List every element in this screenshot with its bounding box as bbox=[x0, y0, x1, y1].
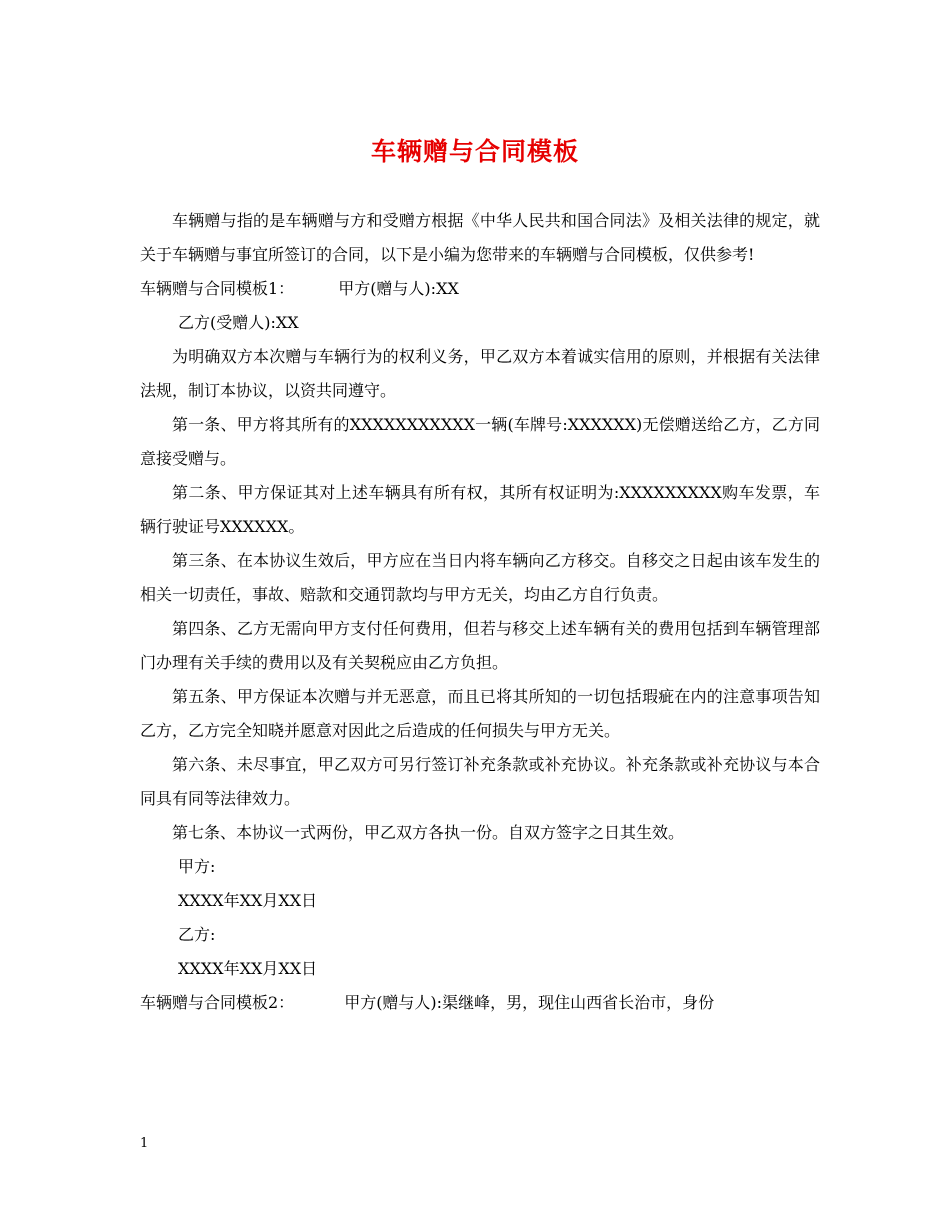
article-7: 第七条、本协议一式两份，甲乙双方各执一份。自双方签字之日其生效。 bbox=[172, 823, 685, 842]
template1-heading-line bbox=[140, 272, 820, 306]
template2-heading-line bbox=[140, 986, 820, 1020]
article-5: 第五条、甲方保证本次赠与并无恶意，而且已将其所知的一切包括瑕疵在内的注意事项告知乙方，乙方完全知晓并愿意对因此之后造成的任何损失与甲方无关。 bbox=[140, 687, 820, 740]
article-3: 第三条、在本协议生效后，甲方应在当日内将车辆向乙方移交。自移交之日起由该车发生的相关一切责任，事故、赔款和交通罚款均与甲方无关，均由乙方自行负责。 bbox=[140, 551, 820, 604]
signature-date-a: XXXX年XX月XX日 bbox=[178, 891, 318, 910]
article-4: 第四条、乙方无需向甲方支付任何费用，但若与移交上述车辆有关的费用包括到车辆管理部门办理有关手续的费用以及有关契税应由乙方负担。 bbox=[140, 619, 820, 672]
signature-party-a: 甲方: bbox=[178, 857, 216, 876]
template1-party-b: 乙方(受赠人):XX bbox=[178, 313, 299, 332]
signature-party-b: 乙方: bbox=[178, 925, 216, 944]
template1-party-a: 甲方(赠与人):XX bbox=[338, 279, 459, 298]
signature-date-b: XXXX年XX月XX日 bbox=[178, 959, 318, 978]
article-6: 第六条、未尽事宜，甲乙双方可另行签订补充条款或补充协议。补充条款或补充协议与本合同具有同等法律效力。 bbox=[140, 755, 820, 808]
article-2: 第二条、甲方保证其对上述车辆具有所有权，其所有权证明为:XXXXXXXXX购车发票，车辆行驶证号XXXXXX。 bbox=[140, 483, 820, 536]
document-title: 车辆赠与合同模板 bbox=[370, 137, 579, 166]
template2-heading: 车辆赠与合同模板2： bbox=[140, 993, 295, 1012]
template2-party-a: 甲方(赠与人):渠继峰，男，现住山西省长治市，身份 bbox=[344, 993, 715, 1012]
preamble-paragraph: 为明确双方本次赠与车辆行为的权利义务，甲乙双方本着诚实信用的原则，并根据有关法律法规，制订本协议，以资共同遵守。 bbox=[140, 347, 820, 400]
document-body bbox=[140, 204, 820, 1020]
template1-heading: 车辆赠与合同模板1： bbox=[140, 279, 295, 298]
article-1: 第一条、甲方将其所有的XXXXXXXXXXX一辆(车牌号:XXXXXX)无偿赠送给乙方，乙方同意接受赠与。 bbox=[140, 415, 820, 468]
intro-paragraph: 车辆赠与指的是车辆赠与方和受赠方根据《中华人民共和国合同法》及相关法律的规定，就关于车辆赠与事宜所签订的合同，以下是小编为您带来的车辆赠与合同模板，仅供参考! bbox=[140, 211, 820, 264]
page-number: 1 bbox=[140, 1136, 149, 1151]
